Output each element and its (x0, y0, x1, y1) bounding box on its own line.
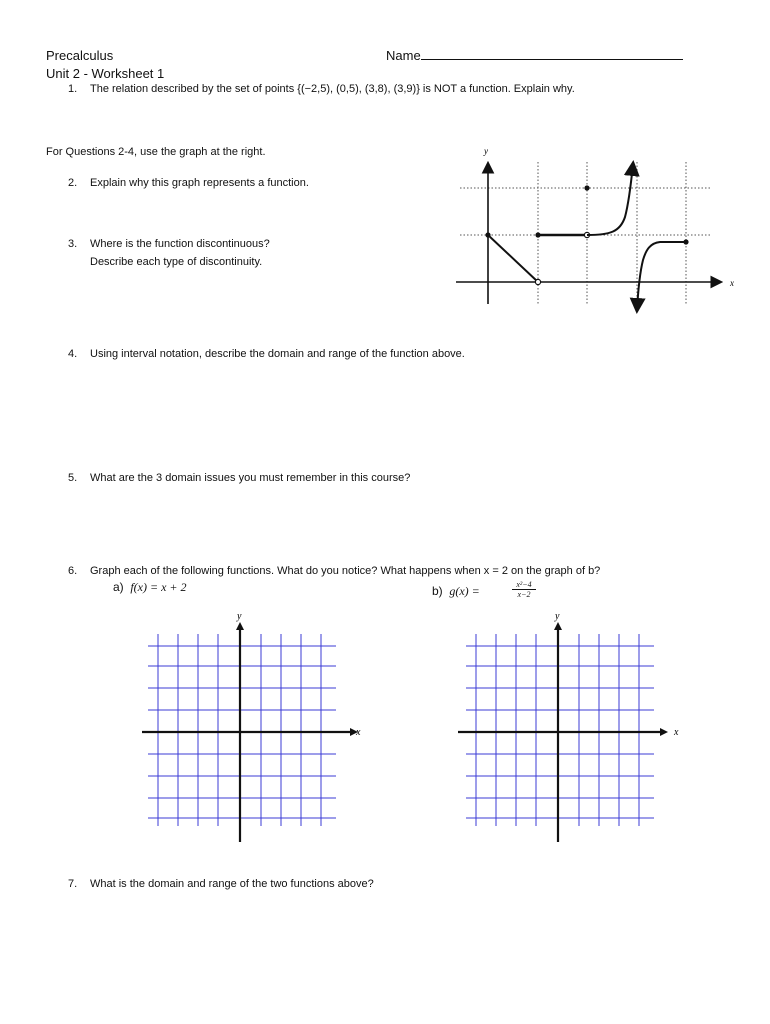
question-number: 2. (68, 177, 78, 189)
question-number: 1. (68, 83, 78, 95)
question-text: Using interval notation, describe the domain and range of the function above. (90, 348, 465, 360)
part-a-function: f(x) = x + 2 (130, 580, 187, 594)
open-point (535, 279, 540, 284)
question-2 (68, 177, 309, 189)
closed-point (683, 239, 688, 244)
closed-point (485, 232, 490, 237)
grid-b-lines (466, 634, 654, 826)
part-b-label: b) (432, 584, 443, 598)
name-label: Name (386, 48, 421, 63)
question-number: 5. (68, 472, 78, 484)
part-b (432, 584, 480, 599)
question-text: What are the 3 domain issues you must remember in this course? (90, 472, 411, 484)
rising-curve (587, 164, 633, 235)
grid-a-lines (148, 634, 336, 826)
y-axis-arrow (236, 622, 244, 630)
question-6 (68, 565, 600, 577)
unit-title: Unit 2 - Worksheet 1 (46, 66, 165, 81)
part-b-denominator: x−2 (517, 590, 531, 599)
question-3-line-2: Describe each type of discontinuity. (90, 256, 263, 268)
x-axis-label: x (674, 727, 679, 738)
part-b-fraction (512, 580, 536, 599)
isolated-point (584, 185, 589, 190)
question-number: 7. (68, 878, 78, 890)
x-axis-arrow (660, 728, 668, 736)
y-axis-label: y (555, 611, 560, 622)
lower-curve (637, 242, 686, 310)
y-axis-label: y (237, 611, 242, 622)
part-a (113, 580, 187, 595)
piecewise-graph (450, 142, 750, 322)
x-axis-label: x (356, 727, 361, 738)
course-title: Precalculus (46, 48, 114, 63)
question-text: What is the domain and range of the two functions above? (90, 878, 374, 890)
question-3 (68, 238, 270, 250)
question-1 (68, 83, 575, 95)
question-text: Where is the function discontinuous? (90, 238, 270, 250)
name-field (386, 48, 683, 63)
question-text: Explain why this graph represents a function. (90, 177, 309, 189)
question-number: 3. (68, 238, 78, 250)
grid-a (130, 604, 370, 844)
question-7 (68, 878, 374, 890)
question-5 (68, 472, 410, 484)
part-b-numerator: x²−4 (512, 580, 536, 590)
name-blank[interactable] (421, 48, 683, 60)
part-a-label: a) (113, 580, 124, 594)
question-text: The relation described by the set of points {(−2,5), (0,5), (3,8), (3,9)} is NOT a function. Explain why. (90, 83, 575, 95)
question-text: Graph each of the following functions. What do you notice? What happens when x = 2 on the graph of b? (90, 565, 601, 577)
question-4 (68, 348, 465, 360)
y-axis-label: y (484, 146, 488, 156)
x-axis-label: x (730, 278, 734, 288)
closed-point (535, 232, 540, 237)
part-b-lhs: g(x) = (449, 584, 480, 598)
question-number: 4. (68, 348, 78, 360)
y-axis-arrow (554, 622, 562, 630)
descending-segment (488, 235, 538, 282)
grid-b (448, 604, 688, 844)
question-number: 6. (68, 565, 78, 577)
questions-intro: For Questions 2-4, use the graph at the right. (46, 146, 266, 158)
